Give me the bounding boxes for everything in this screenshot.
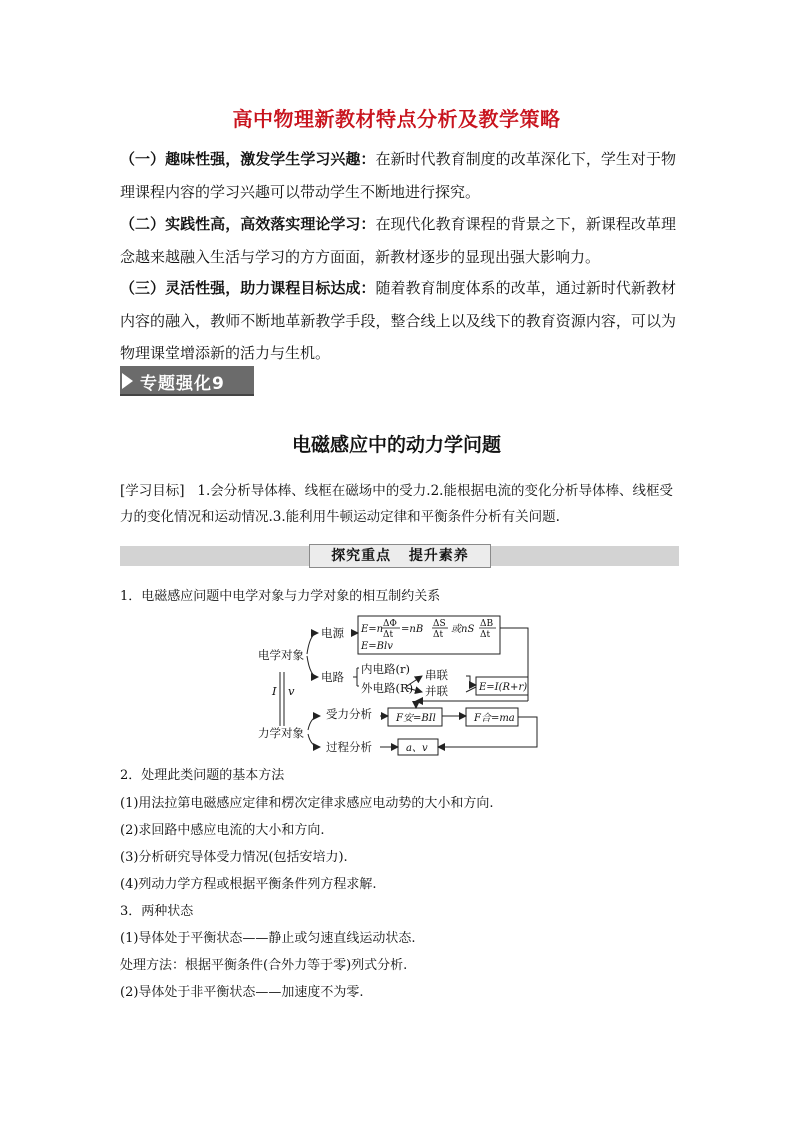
frac-1-den: Δt: [383, 630, 394, 640]
parallel-label: 并联: [425, 684, 448, 698]
state-2: (2)导体处于非平衡状态——加速度不为零.: [120, 985, 364, 1000]
intro-body-2: 在现代化教育课程的背景之下，新课程改革理念越来越融入生活与学习的方方面面，新教材逐步的显现出强大影响力。: [120, 215, 676, 266]
newton-formula: F合=ma: [474, 713, 515, 724]
frac-2-num: ΔS: [433, 619, 446, 629]
intro-body-1: 在新时代教育制度的改革深化下，学生对于物理课程内容的学习兴趣可以带动学生不断地进行探究。: [120, 150, 676, 201]
topic-banner-label: 专题强化9: [140, 374, 225, 394]
emf-formula-4: E=Blv: [361, 641, 393, 652]
velocity-symbol: v: [288, 684, 295, 698]
method-4: (4)列动力学方程或根据平衡条件列方程求解.: [120, 877, 377, 892]
intro-heading-1: （一）趣味性强，激发学生学习兴趣：: [120, 150, 376, 168]
av-label: a、v: [406, 743, 428, 754]
section-band-left: 探究重点: [331, 548, 392, 564]
point-2: 2．处理此类问题的基本方法: [120, 768, 285, 783]
section-title: 电磁感应中的动力学问题: [291, 434, 501, 456]
section-band-right: 提升素养: [408, 548, 469, 564]
ohm-formula: E=I(R+r): [479, 682, 528, 693]
emf-formula-2: =nB: [401, 624, 424, 635]
frac-3-num: ΔB: [480, 619, 494, 629]
series-to-ohm: [466, 676, 476, 685]
arrow-to-circuit: [307, 656, 318, 677]
circuit-brace: [353, 668, 359, 686]
point-1: 1．电磁感应问题中电学对象与力学对象的相互制约关系: [120, 589, 441, 604]
learning-goals-label: [学习目标]: [120, 483, 185, 499]
mech-object-label: 力学对象: [258, 726, 304, 740]
learning-goals-text: 1.会分析导体棒、线框在磁场中的受力.2.能根据电流的变化分析导体棒、线框受力的变化情况和运动情况.3.能利用牛顿运动定律和平衡条件分析有关问题.: [120, 483, 673, 525]
process-analysis-label: 过程分析: [326, 740, 372, 754]
inner-circuit-label: 内电路(r): [361, 662, 410, 676]
intro-body-3: 随着教育制度体系的改革，通过新时代新教材内容的融入，教师不断地革新教学手段，整合线上以及线下的教育资源内容，可以为物理课堂增添新的活力与生机。: [120, 279, 676, 362]
emf-formula-3: 或nS: [451, 624, 475, 635]
state-method: 处理方法：根据平衡条件(合外力等于零)列式分析.: [120, 958, 408, 973]
circuit-label: 电路: [321, 670, 344, 684]
method-3: (3)分析研究导体受力情况(包括安培力).: [120, 850, 348, 865]
page-title: 高中物理新教材特点分析及教学策略: [232, 107, 561, 131]
elec-object-label: 电学对象: [258, 648, 304, 662]
method-1: (1)用法拉第电磁感应定律和楞次定律求感应电动势的大小和方向.: [120, 796, 494, 811]
frac-2-den: Δt: [433, 630, 444, 640]
point-3: 3．两种状态: [120, 904, 194, 919]
series-label: 串联: [425, 668, 448, 682]
source-label: 电源: [321, 626, 344, 640]
arrow-to-process: [308, 734, 320, 747]
force-analysis-label: 受力分析: [326, 707, 372, 721]
method-2: (2)求回路中感应电流的大小和方向.: [120, 823, 325, 838]
emf-formula-1: E=n: [361, 624, 384, 635]
arrow-to-force: [308, 716, 320, 730]
ampere-formula: F安=BIl: [396, 713, 436, 724]
parallel-to-ohm: [466, 687, 476, 692]
intro-heading-2: （二）实践性高，高效落实理论学习：: [120, 215, 376, 233]
state-1: (1)导体处于平衡状态——静止或匀速直线运动状态.: [120, 931, 416, 946]
arrow-to-source: [307, 633, 318, 654]
intro-heading-3: （三）灵活性强，助力课程目标达成：: [120, 279, 376, 297]
frac-1-num: ΔΦ: [383, 619, 397, 629]
outer-circuit-label: 外电路(R): [361, 681, 414, 695]
frac-3-den: Δt: [480, 630, 491, 640]
current-symbol: I: [272, 684, 277, 698]
